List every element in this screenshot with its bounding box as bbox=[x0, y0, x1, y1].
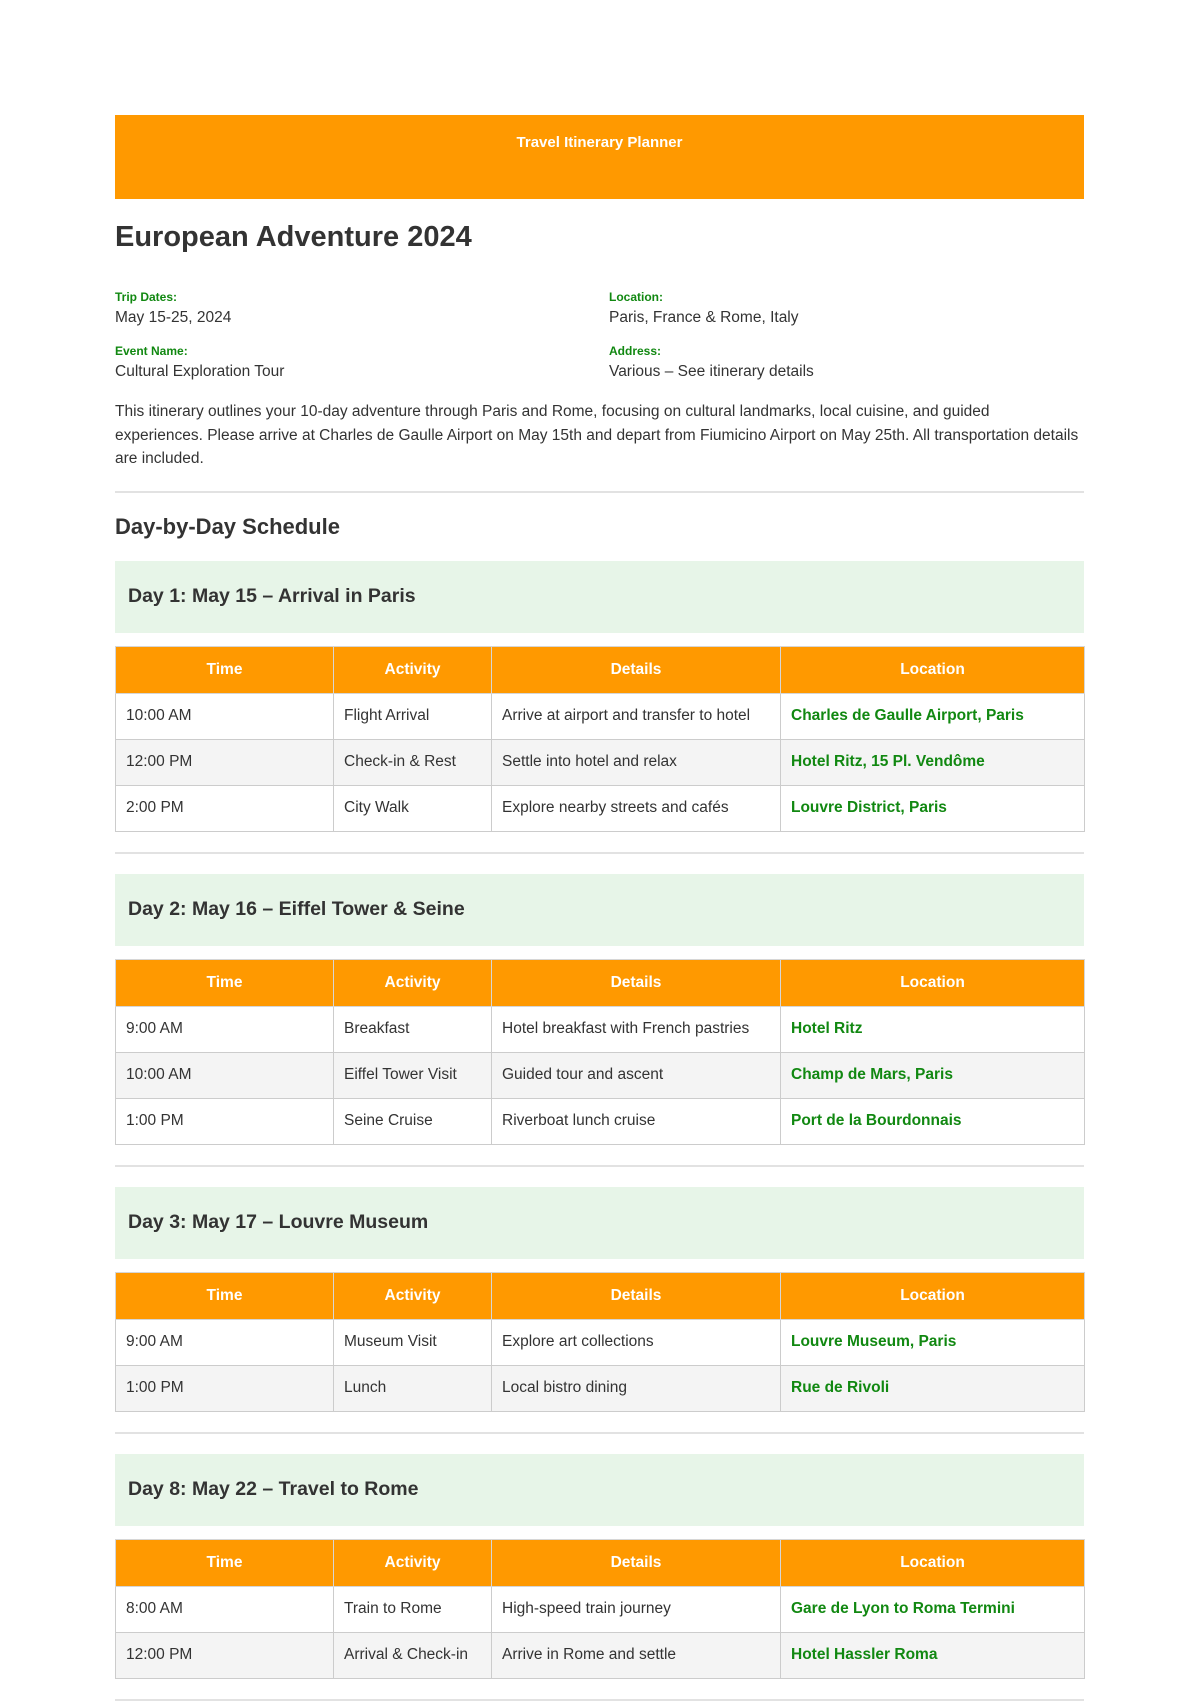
cell-activity: Breakfast bbox=[334, 1006, 492, 1052]
banner-title: Travel Itinerary Planner bbox=[516, 134, 683, 151]
table-row bbox=[116, 739, 1085, 785]
column-header-details: Details bbox=[492, 959, 781, 1006]
cell-location: Hotel Hassler Roma bbox=[781, 1632, 1085, 1678]
cell-time: 10:00 AM bbox=[116, 693, 334, 739]
divider bbox=[115, 1165, 1084, 1167]
column-header-time: Time bbox=[116, 959, 334, 1006]
column-header-details: Details bbox=[492, 1539, 781, 1586]
day-block-4 bbox=[115, 1454, 1084, 1701]
cell-time: 9:00 AM bbox=[116, 1006, 334, 1052]
cell-details: Guided tour and ascent bbox=[492, 1052, 781, 1098]
cell-details: High-speed train journey bbox=[492, 1586, 781, 1632]
trip-info-grid bbox=[115, 289, 1084, 383]
divider bbox=[115, 1432, 1084, 1434]
table-header-row bbox=[116, 646, 1085, 693]
cell-activity: Eiffel Tower Visit bbox=[334, 1052, 492, 1098]
divider bbox=[115, 491, 1084, 493]
cell-time: 8:00 AM bbox=[116, 1586, 334, 1632]
day-block-2 bbox=[115, 874, 1084, 1167]
event-name-field bbox=[115, 343, 609, 383]
day-header bbox=[115, 561, 1084, 633]
schedule-table bbox=[115, 1272, 1085, 1412]
column-header-activity: Activity bbox=[334, 959, 492, 1006]
cell-activity: Arrival & Check-in bbox=[334, 1632, 492, 1678]
event-name-value: Cultural Exploration Tour bbox=[115, 363, 285, 380]
day-title: Day 3: May 17 – Louvre Museum bbox=[128, 1211, 429, 1233]
table-row bbox=[116, 1319, 1085, 1365]
location-field bbox=[609, 289, 1084, 329]
cell-details: Arrive at airport and transfer to hotel bbox=[492, 693, 781, 739]
cell-location: Louvre Museum, Paris bbox=[781, 1319, 1085, 1365]
cell-details: Local bistro dining bbox=[492, 1365, 781, 1411]
trip-dates-field bbox=[115, 289, 609, 329]
address-value: Various – See itinerary details bbox=[609, 363, 814, 380]
day-header bbox=[115, 1454, 1084, 1526]
cell-location: Charles de Gaulle Airport, Paris bbox=[781, 693, 1085, 739]
trip-dates-label: Trip Dates: bbox=[115, 290, 178, 304]
cell-activity: Museum Visit bbox=[334, 1319, 492, 1365]
address-field bbox=[609, 343, 1084, 383]
cell-details: Riverboat lunch cruise bbox=[492, 1098, 781, 1144]
divider bbox=[115, 852, 1084, 854]
cell-location: Hotel Ritz bbox=[781, 1006, 1085, 1052]
cell-time: 2:00 PM bbox=[116, 785, 334, 831]
day-title: Day 8: May 22 – Travel to Rome bbox=[128, 1478, 419, 1500]
cell-activity: Flight Arrival bbox=[334, 693, 492, 739]
days-container bbox=[115, 561, 1084, 1701]
location-value: Paris, France & Rome, Italy bbox=[609, 309, 799, 326]
column-header-activity: Activity bbox=[334, 1539, 492, 1586]
cell-activity: Seine Cruise bbox=[334, 1098, 492, 1144]
cell-time: 1:00 PM bbox=[116, 1365, 334, 1411]
header-banner bbox=[115, 115, 1084, 199]
table-row bbox=[116, 1098, 1085, 1144]
cell-details: Arrive in Rome and settle bbox=[492, 1632, 781, 1678]
cell-time: 12:00 PM bbox=[116, 1632, 334, 1678]
cell-activity: City Walk bbox=[334, 785, 492, 831]
cell-details: Explore art collections bbox=[492, 1319, 781, 1365]
trip-dates-value: May 15-25, 2024 bbox=[115, 309, 232, 326]
divider bbox=[115, 1699, 1084, 1701]
cell-activity: Train to Rome bbox=[334, 1586, 492, 1632]
table-row bbox=[116, 693, 1085, 739]
address-label: Address: bbox=[609, 344, 662, 358]
cell-location: Gare de Lyon to Roma Termini bbox=[781, 1586, 1085, 1632]
column-header-time: Time bbox=[116, 1272, 334, 1319]
column-header-details: Details bbox=[492, 1272, 781, 1319]
cell-details: Settle into hotel and relax bbox=[492, 739, 781, 785]
cell-location: Champ de Mars, Paris bbox=[781, 1052, 1085, 1098]
day-title: Day 1: May 15 – Arrival in Paris bbox=[128, 585, 416, 607]
cell-time: 1:00 PM bbox=[116, 1098, 334, 1144]
cell-activity: Lunch bbox=[334, 1365, 492, 1411]
day-header bbox=[115, 1187, 1084, 1259]
column-header-time: Time bbox=[116, 646, 334, 693]
cell-time: 12:00 PM bbox=[116, 739, 334, 785]
cell-activity: Check-in & Rest bbox=[334, 739, 492, 785]
table-row bbox=[116, 1052, 1085, 1098]
cell-time: 10:00 AM bbox=[116, 1052, 334, 1098]
cell-location: Rue de Rivoli bbox=[781, 1365, 1085, 1411]
intro-paragraph: This itinerary outlines your 10-day adventure through Paris and Rome, focusing on cultural landmarks, local cuisine, and guided experiences. Please arrive at Charles de Gaulle Airport on May 15th and depart from Fiumicino Airport on May 25th. All transportation details are included. bbox=[115, 403, 1079, 467]
schedule-table bbox=[115, 1539, 1085, 1679]
column-header-time: Time bbox=[116, 1539, 334, 1586]
event-name-label: Event Name: bbox=[115, 344, 188, 358]
table-row bbox=[116, 1586, 1085, 1632]
table-row bbox=[116, 1006, 1085, 1052]
column-header-location: Location bbox=[781, 959, 1085, 1006]
table-header-row bbox=[116, 959, 1085, 1006]
cell-location: Louvre District, Paris bbox=[781, 785, 1085, 831]
table-header-row bbox=[116, 1539, 1085, 1586]
cell-details: Explore nearby streets and cafés bbox=[492, 785, 781, 831]
document-title: European Adventure 2024 bbox=[115, 221, 472, 253]
cell-details: Hotel breakfast with French pastries bbox=[492, 1006, 781, 1052]
day-block-3 bbox=[115, 1187, 1084, 1434]
schedule-table bbox=[115, 646, 1085, 832]
table-row bbox=[116, 1632, 1085, 1678]
table-row bbox=[116, 785, 1085, 831]
day-title: Day 2: May 16 – Eiffel Tower & Seine bbox=[128, 898, 465, 920]
table-header-row bbox=[116, 1272, 1085, 1319]
cell-location: Hotel Ritz, 15 Pl. Vendôme bbox=[781, 739, 1085, 785]
itinerary-page bbox=[115, 115, 1084, 1701]
table-row bbox=[116, 1365, 1085, 1411]
day-block-1 bbox=[115, 561, 1084, 854]
column-header-location: Location bbox=[781, 1272, 1085, 1319]
cell-location: Port de la Bourdonnais bbox=[781, 1098, 1085, 1144]
column-header-activity: Activity bbox=[334, 1272, 492, 1319]
schedule-table bbox=[115, 959, 1085, 1145]
day-header bbox=[115, 874, 1084, 946]
column-header-activity: Activity bbox=[334, 646, 492, 693]
column-header-location: Location bbox=[781, 646, 1085, 693]
schedule-title: Day-by-Day Schedule bbox=[115, 513, 340, 539]
location-label: Location: bbox=[609, 290, 663, 304]
cell-time: 9:00 AM bbox=[116, 1319, 334, 1365]
column-header-details: Details bbox=[492, 646, 781, 693]
column-header-location: Location bbox=[781, 1539, 1085, 1586]
